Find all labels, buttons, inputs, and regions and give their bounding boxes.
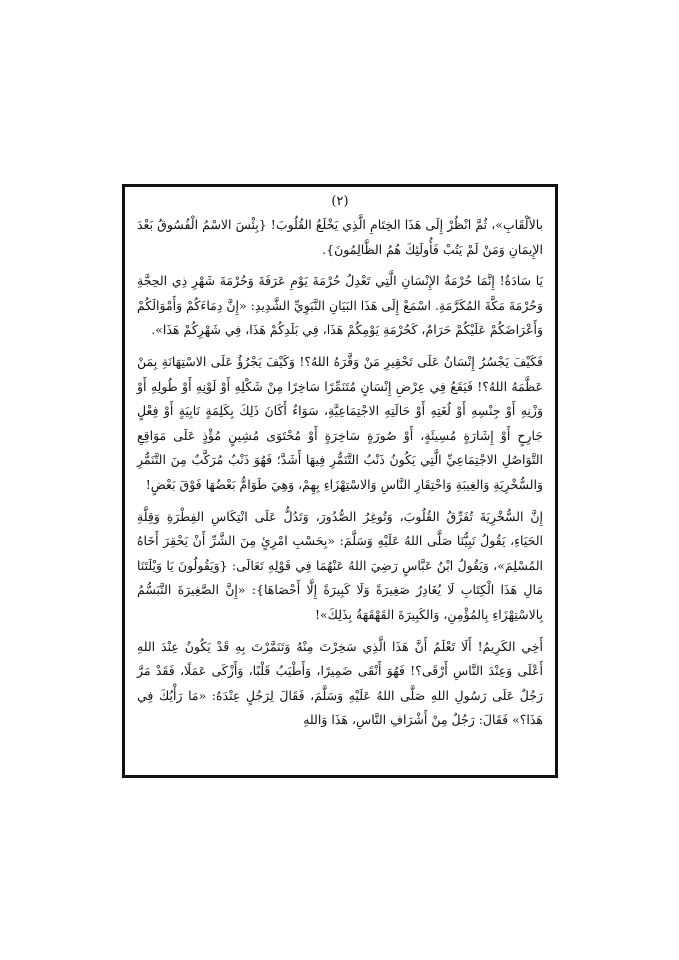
paragraph: إِنَّ السُّخْرِيَةَ تُفَرِّقُ القُلُوبَ، وَتُوغِرُ الصُّدُورَ، وَتَدُلُّ عَلَى انْتِكَاسِ الفِطْرَةِ وَقِلَّةِ الحَيَاءِ، يَقُولُ نَبِيُّنَا صَلَّى اللهُ عَلَيْهِ وَسَلَّمَ: «بِحَسْبِ امْرِئٍ مِنَ الشَّرِّ أَنْ يَحْقِرَ أَخَاهُ المُسْلِمَ»، وَيَقُولُ ابْنُ عَبَّاسٍ رَضِيَ اللهُ عَنْهُمَا فِي قَوْلِهِ تَعَالَى: {وَيَقُولُونَ يَا وَيْلَتَنَا مَالِ هَذَا الْكِتَابِ لَا يُغَادِرُ صَغِيرَةً وَلَا كَبِيرَةً إِلَّا أَحْصَاهَا}: «إِنَّ الصَّغِيرَةَ التَّبَسُّمُ بِالاسْتِهْزَاءِ بِالمُؤْمِنِ، وَالكَبِيرَةَ القَهْقَهَةُ بِذَلِكَ»! xyxy=(137,508,543,622)
paragraph: أَخِي الكَرِيمُ! أَلَا تَعْلَمُ أَنَّ هَذَا الَّذِي سَخِرْتَ مِنْهُ وَتَنَمَّرْتَ بِهِ قَدْ يَكُونُ عِنْدَ اللهِ أَعْلَى وَعِنْدَ النَّاسِ أَرْقَى؟! فَهُوَ أَنْقَى ضَمِيرًا، وَأَطْيَبُ قَلْبًا، وَأَزْكَى عَمَلًا، فَقَدْ مَرَّ رَجُلٌ عَلَى رَسُولِ اللهِ صَلَّى اللهُ عَلَيْهِ وَسَلَّمَ، فَقَالَ لِرَجُلٍ عِنْدَهُ: «مَا رَأْيُكَ فِي هَذَا؟» فَقَالَ: رَجُلٌ مِنْ أَشْرَافِ النَّاسِ، هَذَا وَاللهِ xyxy=(137,638,543,728)
paragraph: يَا سَادَةُ! إِنَّمَا حُرْمَةُ الإِنْسَانِ الَّتِي تَعْدِلُ حُرْمَةَ يَوْمِ عَرَفَةَ وَحُرْمَةَ شَهْرِ ذِي الحِجَّةِ وَحُرْمَةَ مَكَّةَ المُكَرَّمَةِ. اسْمَعْ إِلَى هَذَا البَيَانِ النَّبَوِيِّ الشَّدِيدِ: «إِنَّ دِمَاءَكُمْ وَأَمْوَالَكُمْ وَأَعْرَاضَكُمْ عَلَيْكُمْ حَرَامٌ، كَحُرْمَةِ يَوْمِكُمْ هَذَا، فِي بَلَدِكُمْ هَذَا، فِي شَهْرِكُمْ هَذَا». xyxy=(137,273,543,338)
page-frame xyxy=(122,184,558,778)
paragraph: بالألْقَابِ»، ثُمَّ انْظُرْ إِلَى هَذَا الخِتَامِ الَّذِي يَخْلَعُ القُلُوبَ! {بِئْسَ الاسْمُ الْفُسُوقُ بَعْدَ الإِيمَانِ وَمَنْ لَمْ يَتُبْ فَأُولَئِكَ هُمُ الظَّالِمُونَ}. xyxy=(137,217,543,257)
body-text xyxy=(137,213,543,733)
paragraph: فَكَيْفَ يَجْسُرُ إِنْسَانٌ عَلَى تَحْقِيرِ مَنْ وَقَّرَهُ اللهُ؟! وَكَيْفَ يَجْرُؤُ عَلَى الاسْتِهَانَةِ بِمَنْ عَظَّمَهُ اللهُ؟! فَيَقَعُ فِي عِرْضِ إِنْسَانٍ مُتَنَمِّرًا سَاخِرًا مِنْ شَكْلِهِ أَوْ لَوْنِهِ أَوْ طُولِهِ أَوْ وَزْنِهِ أَوْ جِنْسِهِ أَوْ لُغَتِهِ أَوْ حَالَتِهِ الاجْتِمَاعِيَّةِ، سَوَاءٌ أَكَانَ ذَلِكَ بِكَلِمَةٍ نَابِيَةٍ أَوْ فِعْلٍ جَارِحٍ أَوْ إِشَارَةٍ مُسِيئَةٍ، أَوْ صُورَةٍ سَاخِرَةٍ أَوْ مُحْتَوَى مُشِينٍ مُؤْذٍ عَلَى مَوَاقِعِ التَّوَاصُلِ الاجْتِمَاعِيِّ الَّتِي يَكُونُ ذَنْبُ التَّنَمُّرِ فِيهَا أَشَدَّ؛ فَهُوَ ذَنْبٌ مُرَكَّبٌ مِنَ التَّنَمُّرِ وَالسُّخْرِيَةِ وَالغِيبَةِ وَاحْتِقَارِ النَّاسِ وَالاسْتِهْزَاءِ بِهِمْ، وَهِيَ طَوَامٌّ بَعْضُهَا فَوْقَ بَعْضٍ! xyxy=(137,353,543,492)
page-number: (٢) xyxy=(331,194,349,209)
